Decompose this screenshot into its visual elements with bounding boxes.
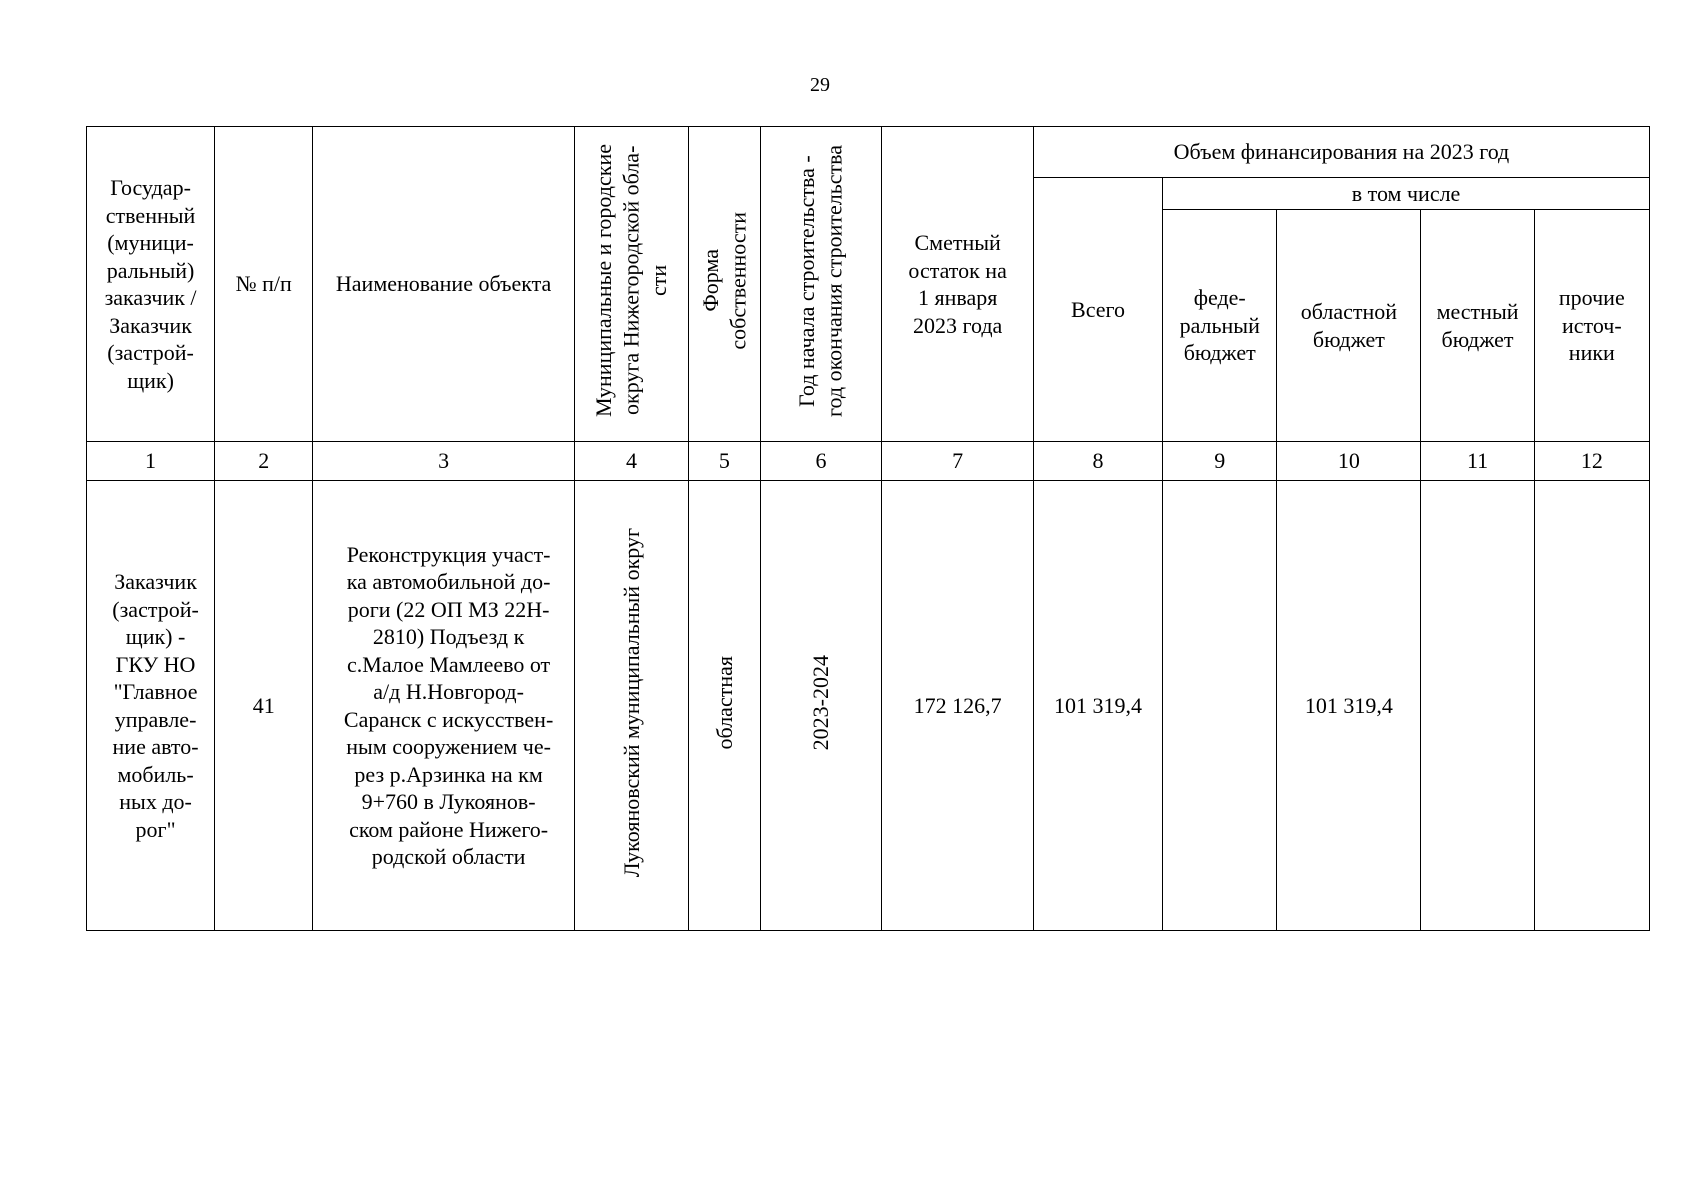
header-regional: областной бюджет [1277,210,1421,442]
header-years: Год начала строительства - год окончания строительства [794,144,847,417]
header-num: № п/п [215,127,313,442]
row-local [1421,481,1534,931]
header-years-cell [760,127,882,442]
header-estimate-remainder: Сметный остаток на 1 января 2023 года [882,127,1034,442]
header-customer: Государ- ственный (муници- pальный) заказчик / Заказчик (застрой- щик) [87,127,215,442]
header-municipality: Муниципальные и городские округа Нижегородской обла- сти [591,144,672,418]
header-financing-title: Объем финансирования на 2023 год [1033,127,1649,178]
row-federal [1163,481,1277,931]
header-including: в том числе [1163,178,1650,210]
column-number: 2 [215,442,313,481]
column-number: 11 [1421,442,1534,481]
column-number: 1 [87,442,215,481]
row-customer: Заказчик (застрой- щик) - ГКУ НО "Главное управле- ние авто- мобиль- ных до- рог" [87,481,215,931]
row-years: 2023-2024 [808,654,834,750]
page-number: 29 [810,74,830,96]
header-other: прочие источ- ники [1534,210,1649,442]
row-num: 41 [215,481,313,931]
row-ownership-cell [689,481,761,931]
column-number: 9 [1163,442,1277,481]
row-municipality: Лукояновский муниципальный округ [618,527,644,877]
table-row [87,481,1650,931]
column-number: 12 [1534,442,1649,481]
row-municipality-cell [574,481,688,931]
header-object-name: Наименование объекта [313,127,575,442]
row-estimate-remainder: 172 126,7 [882,481,1034,931]
header-ownership-cell [689,127,761,442]
row-ownership: областная [711,655,737,749]
row-regional: 101 319,4 [1277,481,1421,931]
row-years-cell [760,481,882,931]
column-number: 3 [313,442,575,481]
row-other [1534,481,1649,931]
header-municipality-cell [574,127,688,442]
column-number: 8 [1033,442,1162,481]
column-number: 4 [574,442,688,481]
column-number: 10 [1277,442,1421,481]
row-object-name: Реконструкция участ- ка автомобильной до- роги (22 ОП МЗ 22Н- 2810) Подъезд к с.Малое Мамлеево от а/д Н.Новгород- Саранск с искусствен- ным сооружением че- рез р.Арзинка на км 9+760 в Лукоянов- ском районе Нижего- родской области [313,481,575,931]
row-total: 101 319,4 [1033,481,1162,931]
header-federal: феде- ральный бюджет [1163,210,1277,442]
header-total: Всего [1033,178,1162,442]
header-local: местный бюджет [1421,210,1534,442]
investment-table [86,126,1650,931]
column-number: 6 [760,442,882,481]
column-number: 5 [689,442,761,481]
column-number: 7 [882,442,1034,481]
header-ownership: Форма собственности [697,211,751,350]
